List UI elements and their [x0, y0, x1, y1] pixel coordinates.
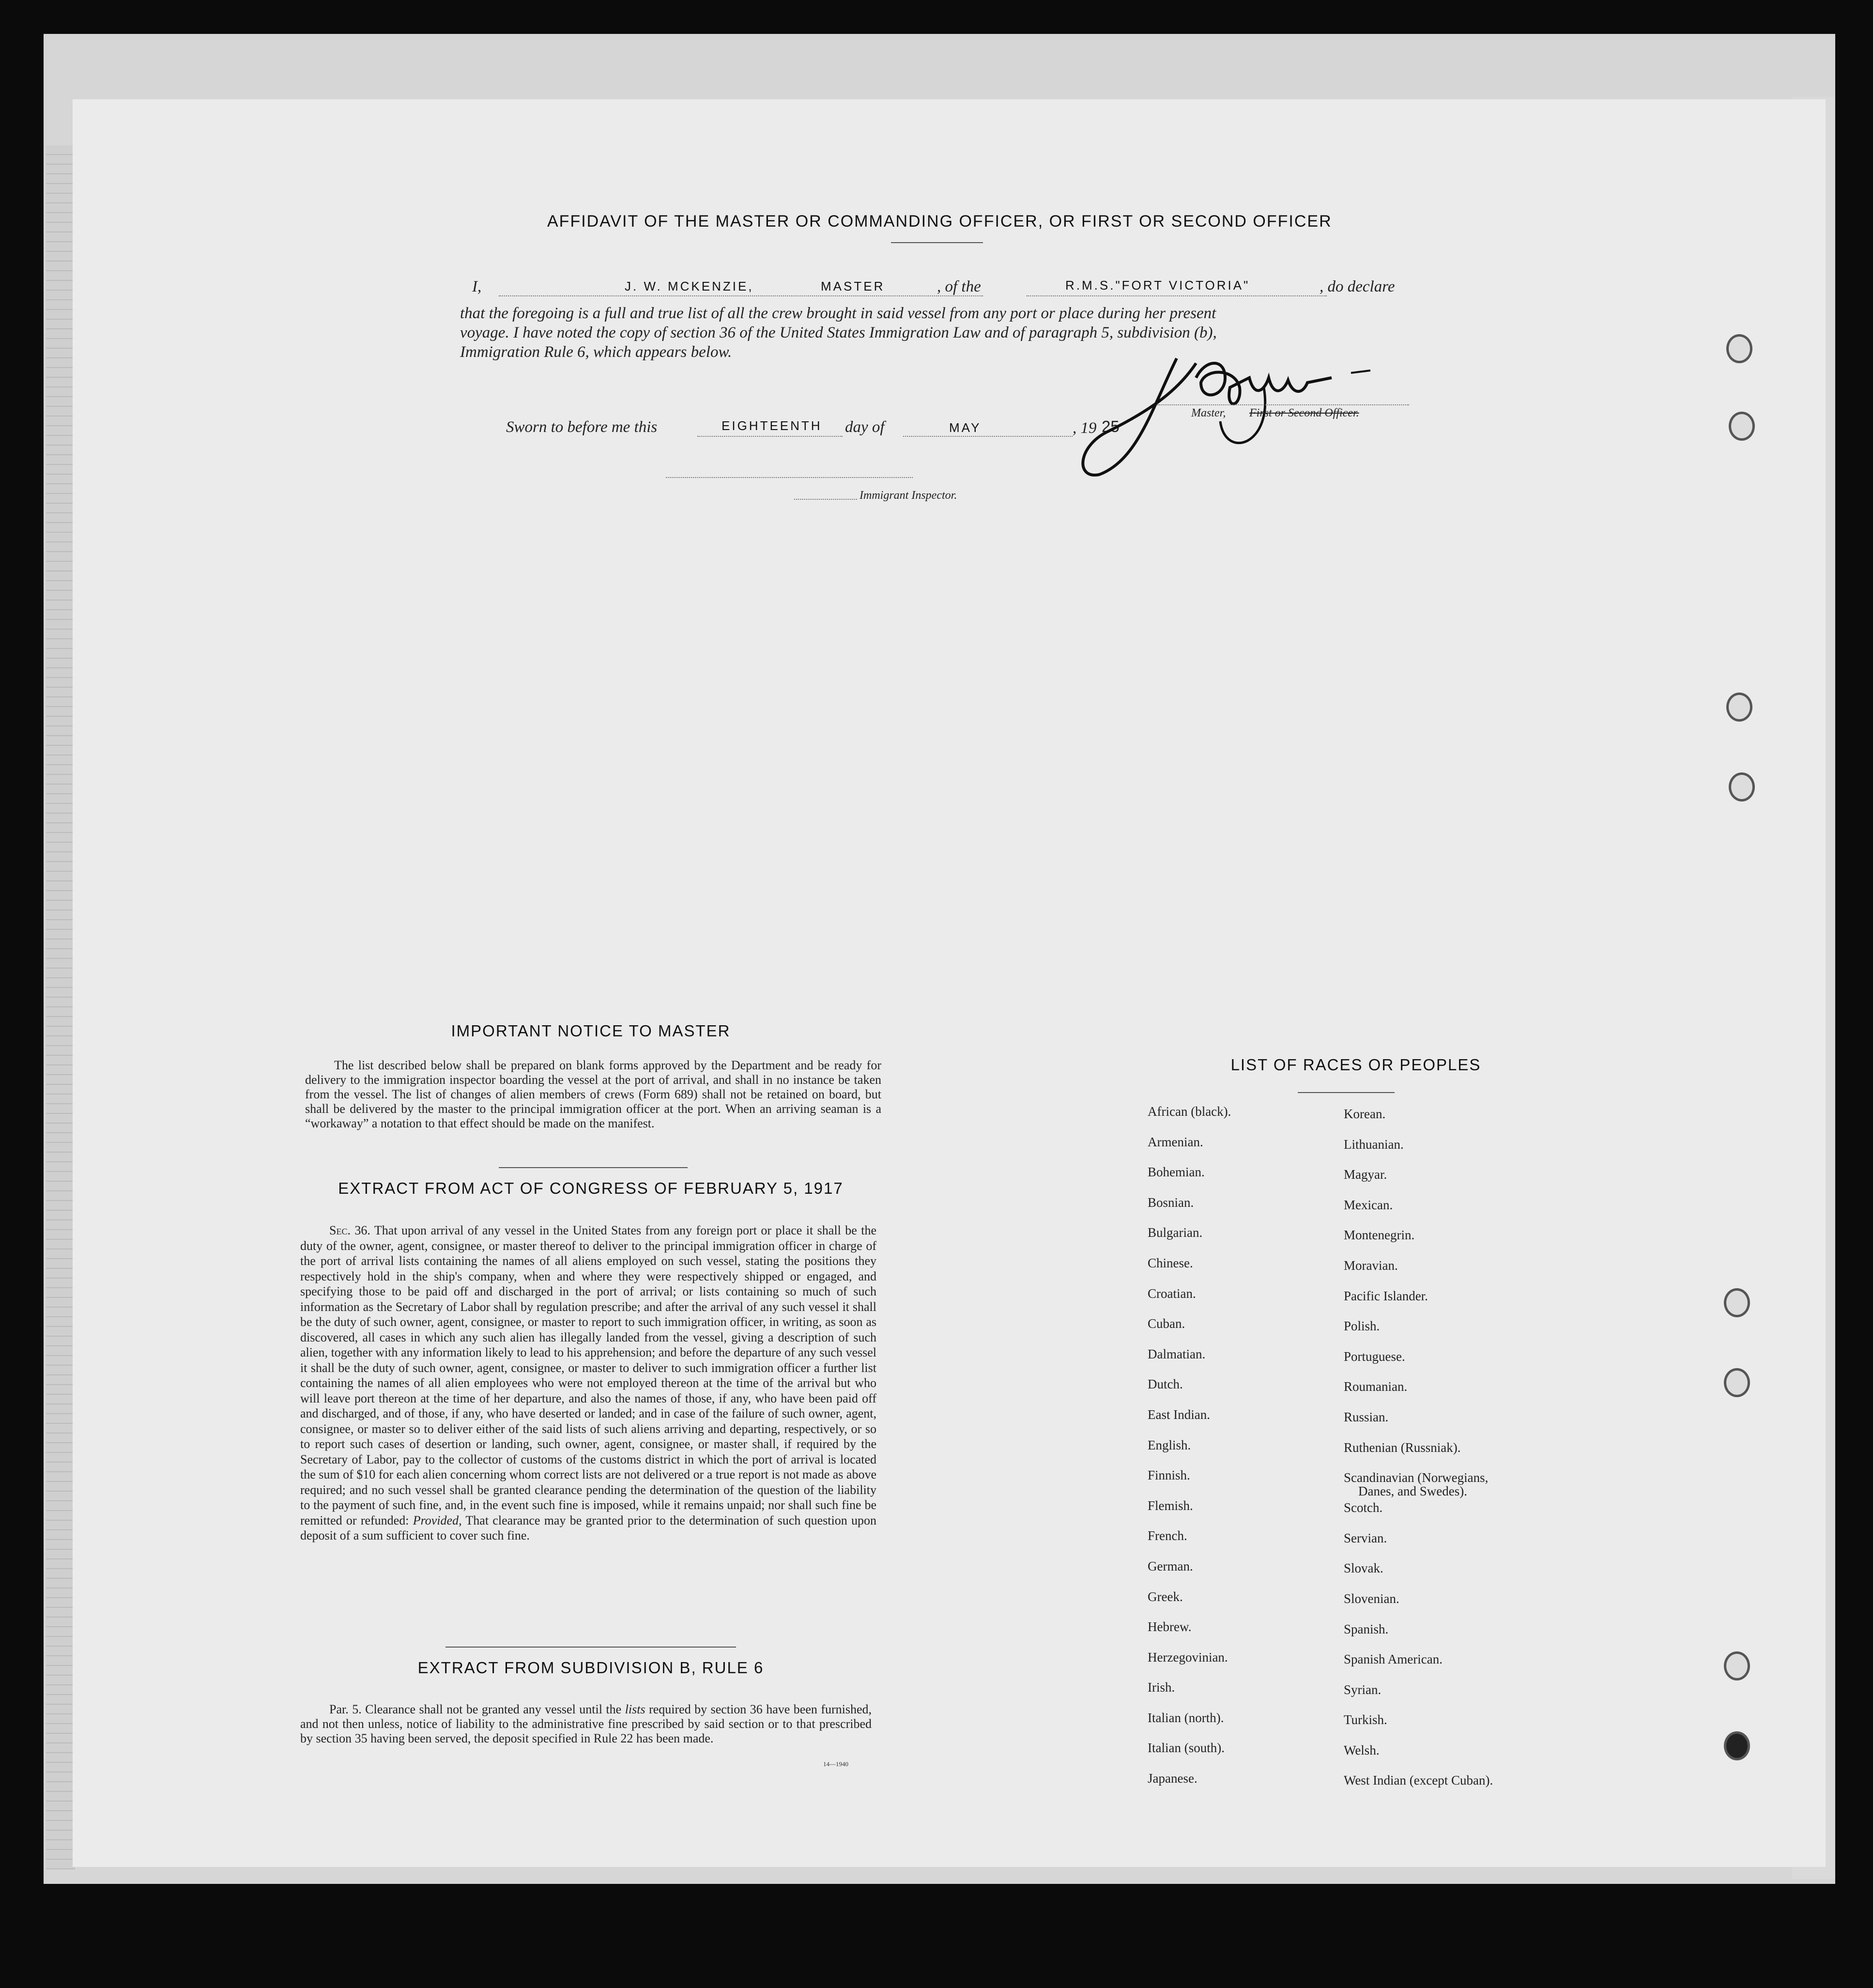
act-sec-label: Sec. 36.: [329, 1223, 370, 1237]
binder-hole: [1726, 334, 1752, 363]
i-label: I,: [472, 278, 482, 295]
binder-hole: [1724, 1288, 1750, 1317]
race-item: Croatian.: [1148, 1286, 1196, 1301]
race-item: Chinese.: [1148, 1255, 1193, 1270]
race-item: Flemish.: [1148, 1498, 1193, 1513]
do-declare-label: , do declare: [1320, 278, 1395, 295]
race-item: Bohemian.: [1148, 1165, 1205, 1180]
race-item: Italian (north).: [1148, 1710, 1224, 1725]
race-item: Cuban.: [1148, 1316, 1185, 1331]
race-item: Dalmatian.: [1148, 1346, 1206, 1361]
form-number: 14—1940: [823, 1760, 848, 1768]
race-item: Bulgarian.: [1148, 1225, 1203, 1240]
race-item: Bosnian.: [1148, 1195, 1194, 1210]
race-item: Lithuanian.: [1344, 1137, 1404, 1152]
rule6-lists-word: lists: [625, 1702, 645, 1716]
race-item: Slovenian.: [1344, 1591, 1399, 1606]
signature-caption-master: Master,: [1191, 407, 1226, 419]
divider: [1298, 1092, 1395, 1093]
race-item: Mexican.: [1344, 1197, 1393, 1212]
inspector-signature-line: [666, 477, 913, 478]
race-item: Spanish American.: [1344, 1652, 1443, 1667]
race-item: Welsh.: [1344, 1742, 1380, 1757]
ledger-edge-strip: [46, 145, 75, 1869]
race-item: Polish.: [1344, 1319, 1380, 1334]
name-line: [499, 295, 983, 296]
rule6-text: [300, 1702, 872, 1746]
race-item: East Indian.: [1148, 1407, 1210, 1422]
race-item: Hebrew.: [1148, 1619, 1192, 1634]
affidavit-line: voyage. I have noted the copy of section 36 of the United States Immigration Law and of paragraph 5, subdivision (b),: [460, 324, 1217, 341]
race-item: Irish.: [1148, 1680, 1175, 1695]
signature-line: [1157, 404, 1409, 405]
act-text-after: That clearance may be granted prior to the determination of such question upon deposit of a sum sufficient to cover such fine.: [300, 1513, 877, 1542]
affidavit-line: that the foregoing is a full and true list of all the crew brought in said vessel from any port or place during her present: [460, 305, 1216, 322]
sworn-day: EIGHTEENTH: [722, 418, 822, 433]
race-item: Syrian.: [1344, 1682, 1382, 1697]
race-item: Slovak.: [1344, 1561, 1383, 1576]
notice-heading: IMPORTANT NOTICE TO MASTER: [451, 1022, 731, 1040]
divider: [891, 242, 983, 243]
race-item: West Indian (except Cuban).: [1344, 1773, 1493, 1788]
month-line: [903, 436, 1073, 437]
binder-hole: [1724, 1651, 1750, 1680]
notice-text: The list described below shall be prepared on blank forms approved by the Department and be ready for delivery to the immigration inspector boarding the vessel at the port of arrival, and shall in no instance be taken from the vessel. The list of changes of alien members of crews (Form 689) shall not be retained on board, but shall be delivered by the master to the principal immigration officer at the port. When an arriving seaman is a “workaway” a notation to that effect should be made on the manifest.: [305, 1058, 881, 1130]
master-name: J. W. MCKENZIE,: [625, 279, 754, 293]
race-item: French.: [1148, 1528, 1187, 1543]
day-line: [697, 436, 843, 437]
day-of-label: day of: [845, 418, 885, 436]
sworn-label: Sworn to before me this: [506, 418, 658, 436]
year-prefix: , 19: [1073, 419, 1097, 437]
race-item: Servian.: [1344, 1530, 1387, 1545]
races-right-column: [1344, 1107, 1493, 1803]
race-item: Armenian.: [1148, 1134, 1203, 1149]
races-heading: LIST OF RACES OR PEOPLES: [1230, 1056, 1481, 1074]
race-item: Pacific Islander.: [1344, 1288, 1428, 1303]
signature-caption-struck: First or Second Officer.: [1249, 407, 1359, 419]
binder-hole: [1729, 772, 1755, 801]
binder-hole: [1729, 412, 1755, 441]
race-item: Ruthenian (Russniak).: [1344, 1440, 1461, 1455]
race-item: Dutch.: [1148, 1377, 1183, 1392]
act-heading: EXTRACT FROM ACT OF CONGRESS OF FEBRUARY 5, 1917: [338, 1179, 844, 1197]
inspector-dots: [794, 499, 857, 500]
rule6-text-after: required by section 36 have been furnished, and not then unless, notice of liability to the administrative fine prescribed by said section or to that prescribed by section 35 having been served, the deposit specified in Rule 22 has been made.: [300, 1702, 872, 1745]
race-item: Montenegrin.: [1344, 1228, 1415, 1243]
of-the-label: , of the: [937, 278, 981, 295]
act-provided-label: Provided,: [413, 1513, 462, 1527]
race-item: Turkish.: [1344, 1712, 1387, 1727]
race-item: Scotch.: [1344, 1500, 1383, 1515]
race-item: Danes, and Swedes).: [1358, 1484, 1467, 1499]
affidavit-line: Immigration Rule 6, which appears below.: [460, 343, 732, 361]
rule6-text-before: Par. 5. Clearance shall not be granted any vessel until the: [329, 1702, 622, 1716]
binder-hole: [1724, 1368, 1750, 1397]
race-item: Herzegovinian.: [1148, 1649, 1228, 1664]
race-item: Moravian.: [1344, 1258, 1398, 1273]
binder-hole: [1726, 693, 1752, 722]
vessel-line: [1027, 295, 1327, 296]
race-item: Roumanian.: [1344, 1379, 1408, 1394]
races-left-column: [1148, 1104, 1231, 1802]
race-item: Spanish.: [1344, 1621, 1389, 1636]
race-item: African (black).: [1148, 1104, 1231, 1119]
race-item: English.: [1148, 1437, 1191, 1452]
race-item: Portuguese.: [1344, 1349, 1405, 1364]
race-item: Finnish.: [1148, 1468, 1190, 1483]
inspector-label: Immigrant Inspector.: [860, 489, 957, 502]
affidavit-title: AFFIDAVIT OF THE MASTER OR COMMANDING OFFICER, OR FIRST OR SECOND OFFICER: [547, 212, 1332, 231]
race-item: Russian.: [1344, 1409, 1389, 1424]
act-text-before: That upon arrival of any vessel in the United States from any foreign port or place it shall be the duty of the owner, agent, consignee, or master thereof to deliver to the principal immigration officer in charge of the port of arrival lists containing the names of all aliens employed on such vessel, stating the positions they respectively hold in the ship's company, when and where they were respectively shipped or engaged, and specifying those to be paid off and discharged in the port of arrival; or lists containing so much of such information as the Secretary of Labor shall by regulation prescribe; and after the arrival of any such vessel it shall be the duty of such owner, agent, consignee, or master to report to such immigration officer, in writing, as soon as discovered, all cases in which any such alien has illegally landed from the vessel, giving a description of such alien, together with any information likely to lead to his apprehension; and before the departure of any such vessel it shall be the duty of such owner, agent, consignee, or master to deliver to such immigration officer a further list containing the names of all alien employees who were not employed thereon at the time of the arrival but who will leave port thereon at the time of her departure, and also the names of those, if any, who have been paid off and discharged, and of those, if any, who have deserted or landed; and in case of the failure of such owner, agent, consignee, or master so to deliver either of the said lists of such aliens arriving and departing, respectively, or so to report such cases of desertion or landing, such owner, agent, consignee, or master shall, if required by the Secretary of Labor, pay to the collector of customs of the customs district in which the port of arrival is located the sum of $10 for each alien concerning whom correct lists are not delivered or a true report is not made as above required; and no such vessel shall be granted clearance pending the determination of the question of the liability to the payment of such fine, and, in the event such fine is imposed, while it remains unpaid; nor shall such fine be remitted or refunded:: [300, 1223, 876, 1527]
year-suffix: 25: [1102, 417, 1120, 435]
race-item: Japanese.: [1148, 1771, 1197, 1786]
binder-hole: [1724, 1731, 1750, 1760]
race-item: Italian (south).: [1148, 1741, 1225, 1756]
vessel-name: R.M.S."FORT VICTORIA": [1065, 278, 1250, 293]
race-item: Korean.: [1344, 1107, 1386, 1121]
divider: [445, 1647, 736, 1648]
race-item: German.: [1148, 1558, 1193, 1573]
race-item: Scandinavian (Norwegians,: [1344, 1470, 1489, 1485]
divider: [499, 1167, 688, 1168]
rule6-heading: EXTRACT FROM SUBDIVISION B, RULE 6: [417, 1659, 764, 1677]
master-rank: MASTER: [821, 279, 885, 293]
sworn-month: MAY: [949, 420, 982, 435]
race-item: Magyar.: [1344, 1167, 1387, 1182]
act-text: [300, 1223, 876, 1543]
race-item: Greek.: [1148, 1589, 1183, 1604]
